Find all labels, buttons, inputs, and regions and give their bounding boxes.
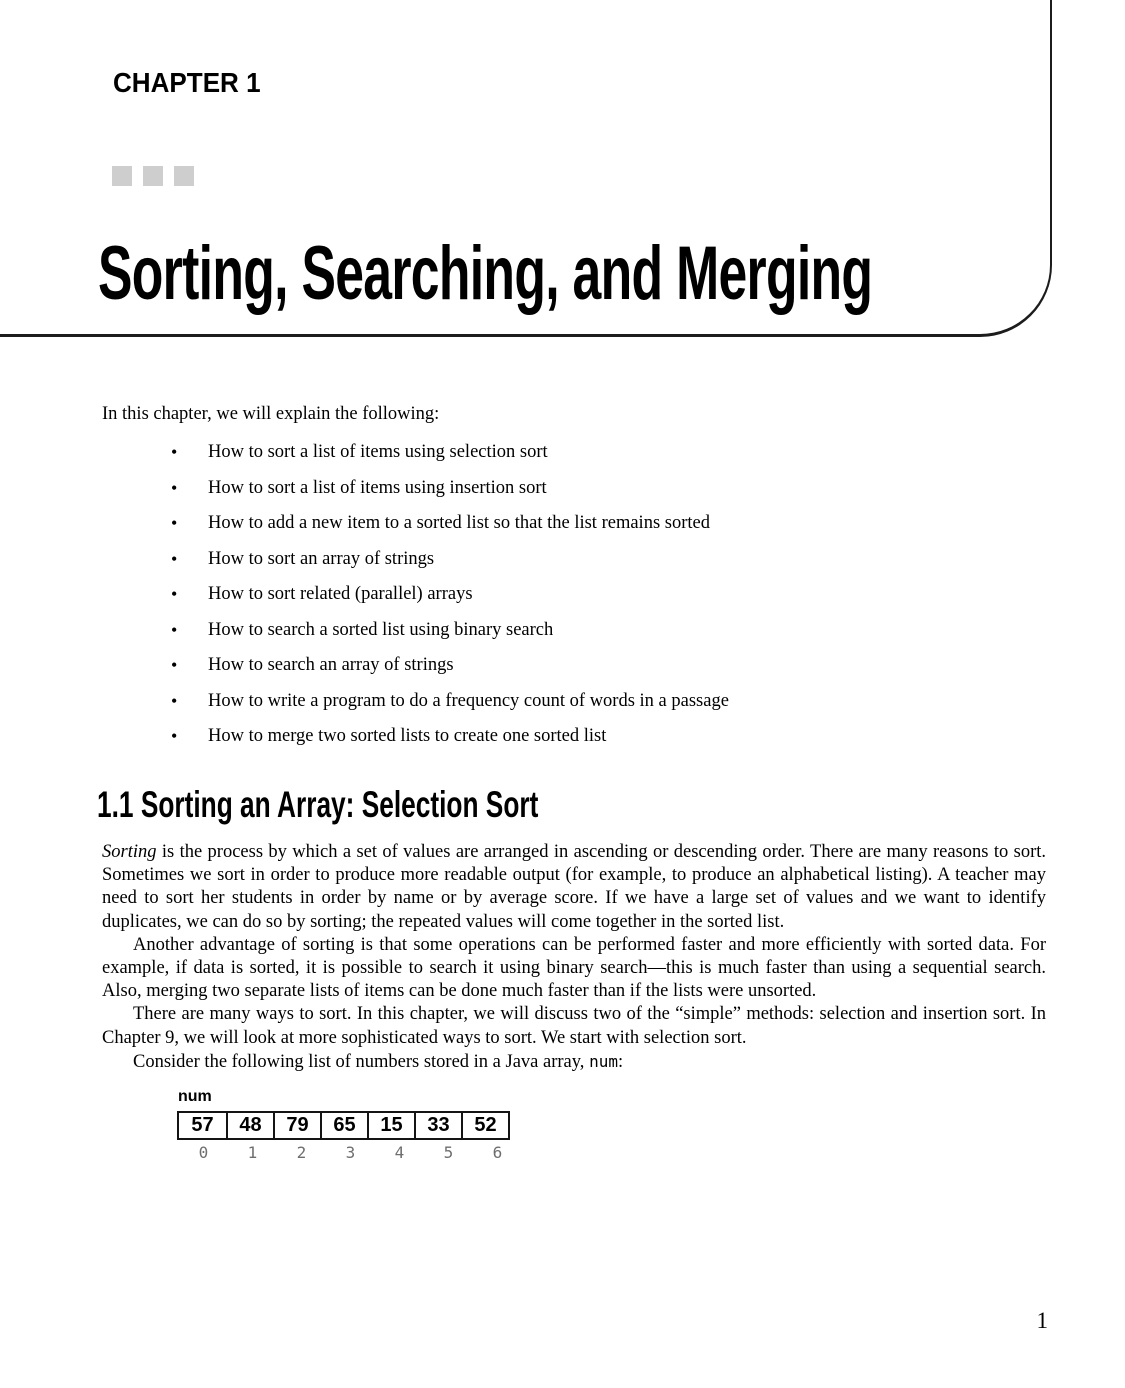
list-item: [102, 690, 1046, 714]
list-item: [102, 654, 1046, 678]
bullet-icon: •: [171, 477, 178, 498]
bullet-text: How to search a sorted list using binary search: [208, 619, 554, 640]
array-name-label: num: [178, 1088, 212, 1105]
chapter-label: CHAPTER 1: [113, 67, 261, 98]
bullet-icon: •: [171, 513, 178, 533]
array-cells-row: [177, 1111, 510, 1140]
italic-term: Sorting: [102, 842, 157, 862]
decorative-squares: [112, 166, 194, 186]
bullet-icon: •: [171, 690, 178, 711]
bullet-icon: •: [171, 726, 178, 746]
square-icon: [174, 166, 194, 186]
bullet-icon: •: [171, 619, 178, 640]
list-item: [102, 512, 1046, 536]
list-item: [102, 725, 1046, 749]
paragraph: There are many ways to sort. In this chapter, we will discuss two of the “simple” methods: selection and insertion sort. In Chapter 9, we will look at more sophisticated ways to sort. We start with selection sort.: [102, 1004, 1046, 1048]
paragraph: Another advantage of sorting is that some operations can be performed faster and more efficiently with sorted data. For example, if data is sorted, it is possible to search it using binary search—this is much faster than using a sequential search. Also, merging two separate lists of items can be done much faster than if the lists were unsorted.: [102, 934, 1046, 1002]
bullet-icon: •: [171, 442, 178, 462]
section-heading: 1.1 Sorting an Array: Selection Sort: [97, 784, 539, 825]
bullet-text: How to search an array of strings: [208, 655, 454, 675]
bullet-text: How to merge two sorted lists to create one sorted list: [208, 726, 607, 746]
array-index: 2: [296, 1143, 307, 1162]
paragraph: [102, 841, 1046, 934]
bullet-icon: •: [171, 548, 178, 569]
list-item: [102, 477, 1046, 501]
array-indices-row: [179, 1143, 522, 1162]
bullet-icon: •: [171, 584, 178, 604]
array-cell: 15: [367, 1113, 414, 1138]
array-index: 6: [492, 1143, 503, 1162]
bullet-icon: •: [171, 655, 178, 675]
paragraph-text: is the process by which a set of values are arranged in ascending or descending order. There are many reasons to sort. Sometimes we sort in order to produce more readable output (for example, to produce an alphabetical listing). A teacher may need to sort her students in order by name or by average score. If we have a large set of values and we want to identify duplicates, we can do so by sorting; the repeated values will come together in the sorted list.: [102, 842, 1046, 932]
array-cell: 48: [226, 1113, 273, 1138]
square-icon: [143, 166, 163, 186]
paragraph: [102, 1050, 1046, 1074]
array-index: 1: [247, 1143, 258, 1162]
list-item: [102, 548, 1046, 572]
paragraph-text: Consider the following list of numbers stored in a Java array,: [133, 1051, 590, 1072]
array-index: 0: [198, 1143, 209, 1162]
page-number: 1: [1036, 1308, 1048, 1333]
array-index: 4: [394, 1143, 405, 1162]
list-item: [102, 583, 1046, 607]
bullet-text: How to sort an array of strings: [208, 548, 435, 569]
bullet-text: How to add a new item to a sorted list so that the list remains sorted: [208, 513, 710, 533]
array-figure: [177, 1088, 522, 1162]
array-cell: 65: [320, 1113, 367, 1138]
chapter-topics-list: [102, 441, 1046, 761]
array-cell: 57: [191, 1114, 214, 1136]
chapter-title: Sorting, Searching, and Merging: [98, 231, 873, 316]
array-cell: 79: [273, 1113, 320, 1138]
section-body: [102, 841, 1046, 1074]
inline-code: num: [589, 1051, 618, 1071]
list-item: [102, 619, 1046, 643]
list-item: [102, 441, 1046, 465]
square-icon: [112, 166, 132, 186]
bullet-text: How to write a program to do a frequency count of words in a passage: [208, 690, 729, 711]
array-index: 3: [345, 1143, 356, 1162]
bullet-text: How to sort a list of items using selection sort: [208, 442, 548, 462]
array-index: 5: [443, 1143, 454, 1162]
intro-text: In this chapter, we will explain the following:: [102, 404, 440, 424]
array-cell: 52: [461, 1113, 508, 1138]
bullet-text: How to sort related (parallel) arrays: [208, 584, 473, 604]
paragraph-text: :: [617, 1051, 624, 1072]
array-cell: 33: [414, 1113, 461, 1138]
bullet-text: How to sort a list of items using insertion sort: [208, 477, 547, 498]
